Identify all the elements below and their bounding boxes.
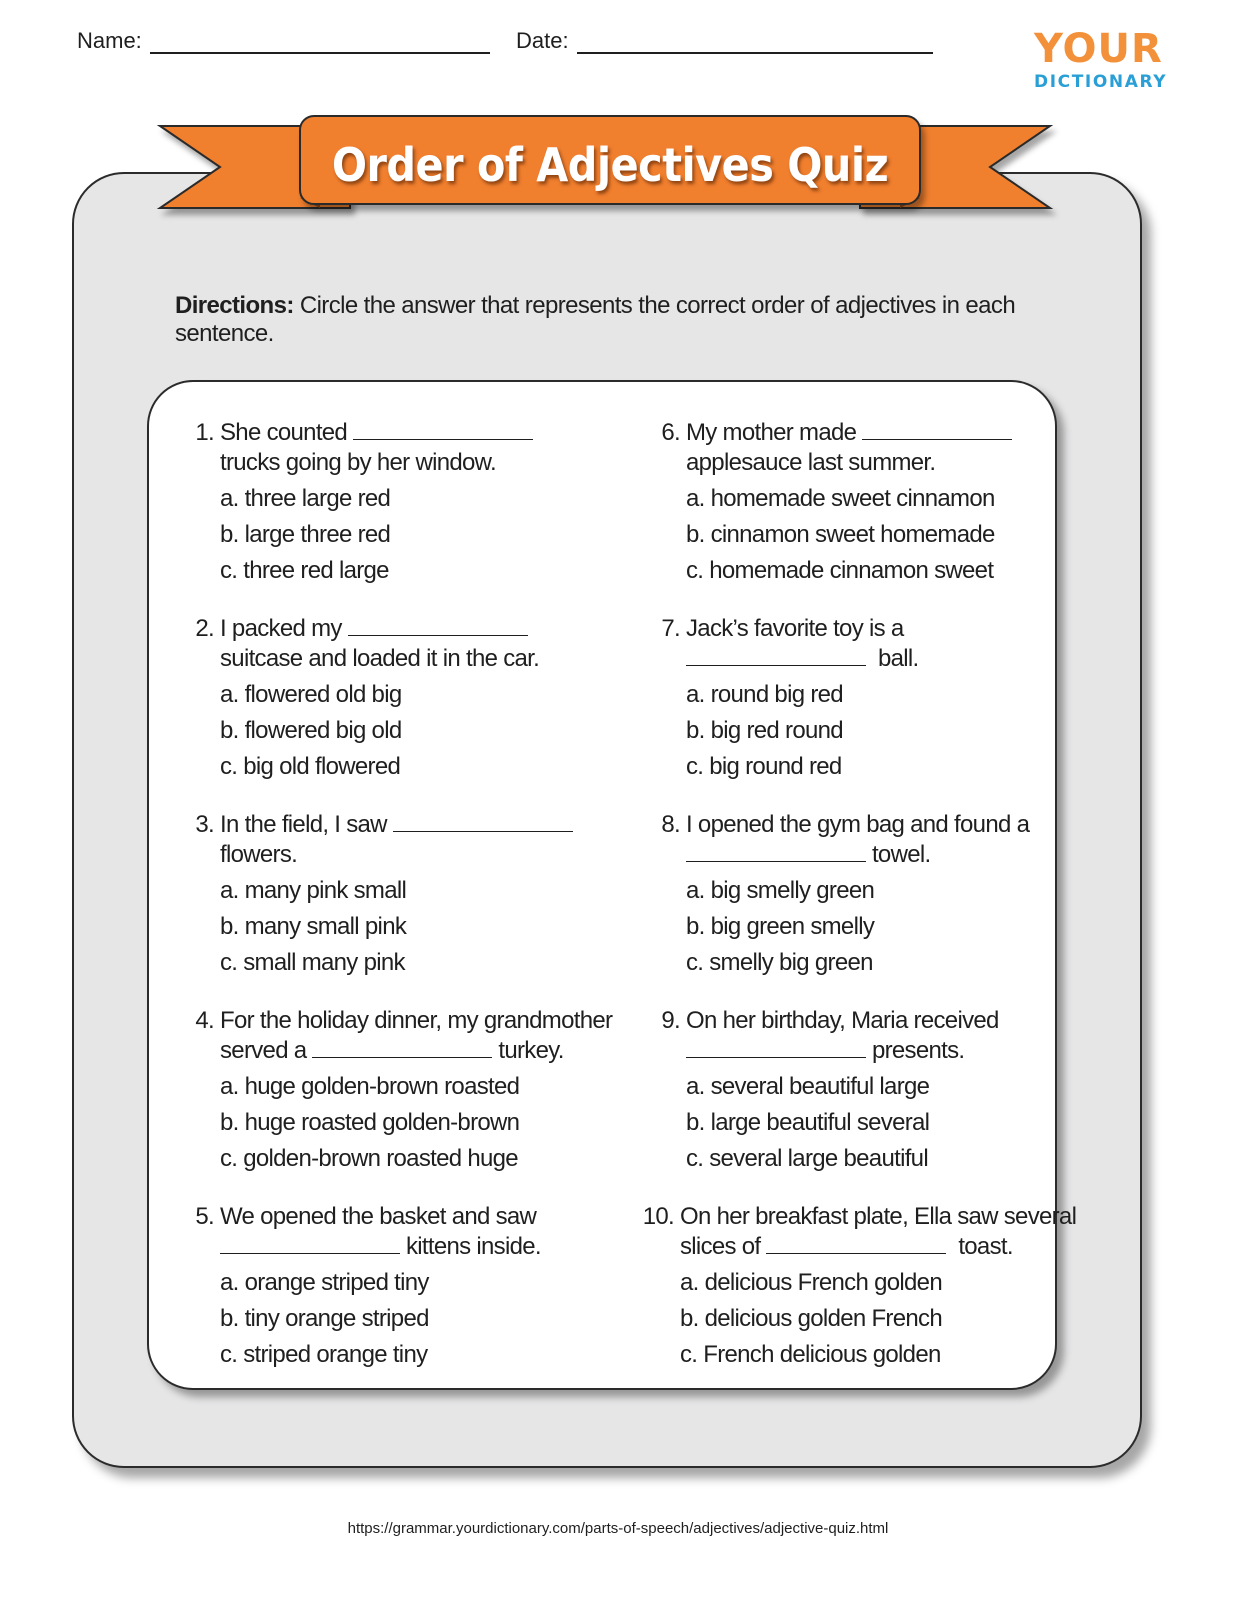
option-b[interactable]: b. big red round	[686, 717, 843, 744]
option-b[interactable]: b. large beautiful several	[686, 1109, 930, 1136]
directions	[175, 292, 1075, 348]
option-b[interactable]: b. flowered big old	[220, 717, 402, 744]
option-b[interactable]: b. big green smelly	[686, 913, 875, 940]
question-text-end: turkey.	[498, 1037, 564, 1064]
question-text-continued: towel.	[871, 841, 931, 868]
question-10	[640, 1202, 1076, 1376]
option-b[interactable]: b. cinnamon sweet homemade	[686, 521, 995, 548]
question-2	[188, 614, 539, 788]
answer-blank	[312, 1037, 492, 1058]
answer-blank	[686, 645, 866, 666]
option-a[interactable]: a. delicious French golden	[680, 1269, 942, 1296]
question-number: 8.	[661, 811, 680, 838]
question-text: For the holiday dinner, my grandmother	[220, 1007, 613, 1034]
question-number: 2.	[195, 615, 214, 642]
question-5	[188, 1202, 541, 1376]
question-number: 1.	[195, 419, 214, 446]
question-text: I packed my	[220, 615, 342, 642]
question-text: On her birthday, Maria received	[686, 1007, 999, 1034]
option-b[interactable]: b. delicious golden French	[680, 1305, 942, 1332]
question-text-continued: applesauce last summer.	[686, 449, 936, 476]
name-blank-line	[150, 28, 490, 54]
option-c[interactable]: c. French delicious golden	[680, 1341, 941, 1368]
option-c[interactable]: c. big round red	[686, 753, 842, 780]
question-number: 10.	[642, 1203, 674, 1230]
question-6	[654, 418, 1012, 592]
question-number: 9.	[661, 1007, 680, 1034]
option-b[interactable]: b. many small pink	[220, 913, 407, 940]
option-a[interactable]: a. flowered old big	[220, 681, 402, 708]
answer-blank	[353, 419, 533, 440]
option-a[interactable]: a. homemade sweet cinnamon	[686, 485, 995, 512]
option-b[interactable]: b. large three red	[220, 521, 391, 548]
question-number: 6.	[661, 419, 680, 446]
answer-blank	[348, 615, 528, 636]
question-number: 3.	[195, 811, 214, 838]
question-4	[188, 1006, 612, 1180]
answer-blank	[766, 1233, 946, 1254]
question-text-continued: served a	[220, 1037, 307, 1064]
option-c[interactable]: c. several large beautiful	[686, 1145, 928, 1172]
option-a[interactable]: a. orange striped tiny	[220, 1269, 429, 1296]
option-c[interactable]: c. smelly big green	[686, 949, 873, 976]
date-blank-line	[577, 28, 933, 54]
question-text: On her breakfast plate, Ella saw several	[680, 1203, 1077, 1230]
quiz-title: Order of Adjectives Quiz	[331, 138, 889, 192]
option-c[interactable]: c. small many pink	[220, 949, 405, 976]
logo-dictionary: DICTIONARY	[1034, 72, 1168, 92]
option-c[interactable]: c. three red large	[220, 557, 389, 584]
logo-your: YOUR	[1034, 26, 1163, 72]
question-9	[654, 1006, 999, 1180]
question-text-continued: presents.	[871, 1037, 965, 1064]
question-text: We opened the basket and saw	[220, 1203, 537, 1230]
question-text: Jack’s favorite toy is a	[686, 615, 904, 642]
question-1	[188, 418, 533, 592]
option-b[interactable]: b. tiny orange striped	[220, 1305, 429, 1332]
option-c[interactable]: c. big old flowered	[220, 753, 401, 780]
option-c[interactable]: c. golden-brown roasted huge	[220, 1145, 518, 1172]
option-a[interactable]: a. huge golden-brown roasted	[220, 1073, 520, 1100]
question-7	[654, 614, 918, 788]
name-label: Name:	[77, 28, 142, 53]
option-a[interactable]: a. many pink small	[220, 877, 407, 904]
answer-blank	[862, 419, 1012, 440]
option-c[interactable]: c. striped orange tiny	[220, 1341, 428, 1368]
date-field	[516, 28, 933, 54]
question-number: 7.	[661, 615, 680, 642]
question-text-continued: flowers.	[220, 841, 298, 868]
date-label: Date:	[516, 28, 569, 53]
answer-blank	[686, 841, 866, 862]
answer-blank	[686, 1037, 866, 1058]
question-text-continued: trucks going by her window.	[220, 449, 496, 476]
option-a[interactable]: a. big smelly green	[686, 877, 875, 904]
directions-text: Circle the answer that represents the correct order of adjectives in each sentence.	[175, 292, 1016, 347]
answer-blank	[393, 811, 573, 832]
question-number: 5.	[195, 1203, 214, 1230]
question-text: I opened the gym bag and found a	[686, 811, 1030, 838]
question-text: In the field, I saw	[220, 811, 387, 838]
option-c[interactable]: c. homemade cinnamon sweet	[686, 557, 994, 584]
option-a[interactable]: a. round big red	[686, 681, 843, 708]
question-text: My mother made	[686, 419, 857, 446]
option-a[interactable]: a. three large red	[220, 485, 391, 512]
question-text-continued: ball.	[877, 645, 919, 672]
yourdictionary-logo	[1034, 28, 1182, 92]
question-text-end: toast.	[958, 1233, 1013, 1260]
question-text: She counted	[220, 419, 348, 446]
question-8	[654, 810, 1029, 984]
question-text-continued: suitcase and loaded it in the car.	[220, 645, 540, 672]
question-3	[188, 810, 573, 984]
question-text-continued: kittens inside.	[405, 1233, 541, 1260]
answer-blank	[220, 1233, 400, 1254]
source-url: https://grammar.yourdictionary.com/parts-of-speech/adjectives/adjective-quiz.html	[347, 1520, 889, 1537]
directions-label: Directions:	[175, 292, 294, 319]
question-text-continued: slices of	[680, 1233, 761, 1260]
option-b[interactable]: b. huge roasted golden-brown	[220, 1109, 520, 1136]
name-field	[77, 28, 490, 54]
option-a[interactable]: a. several beautiful large	[686, 1073, 930, 1100]
question-number: 4.	[195, 1007, 214, 1034]
